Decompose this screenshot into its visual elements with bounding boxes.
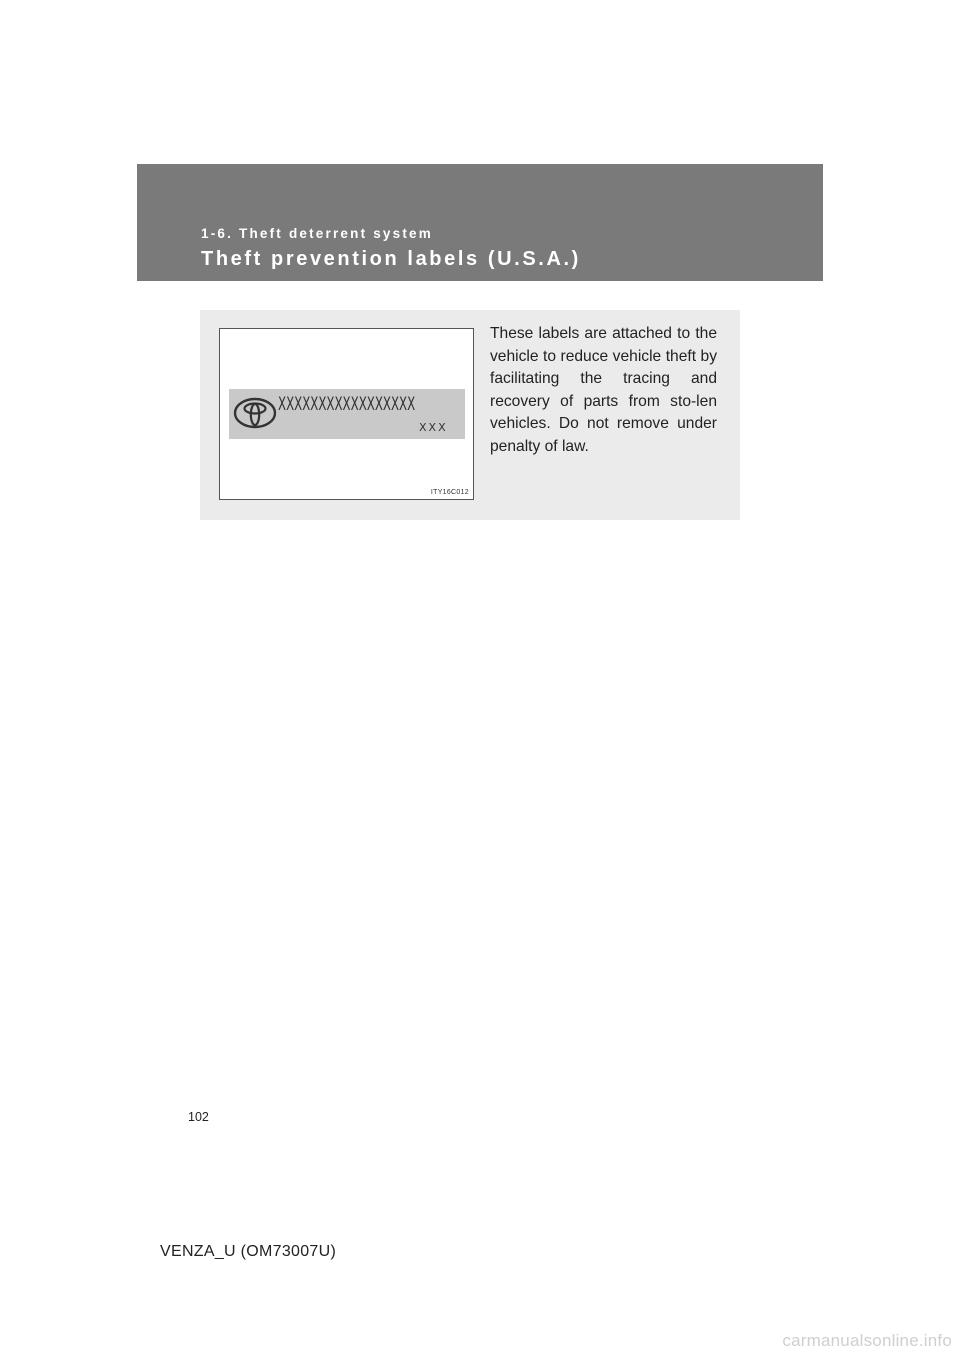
label-strip (229, 389, 465, 439)
manual-code: VENZA_U (OM73007U) (160, 1243, 337, 1260)
info-box (200, 310, 740, 520)
figure-id: ITY16C012 (430, 489, 469, 496)
label-code: XXXXXXXXXXXXXXXXX (278, 393, 416, 415)
description-text: These labels are attached to the vehicle to reduce vehicle theft by facilitating the tracing and recovery of parts from sto-len vehicles. Do not remove under penalty of law. (490, 325, 717, 455)
label-suffix: XXX (419, 421, 448, 434)
page-number: 102 (188, 1110, 209, 1124)
page-title: Theft prevention labels (U.S.A.) (201, 248, 581, 270)
section-label: 1-6. Theft deterrent system (201, 226, 433, 241)
watermark: carmanualsonline.info (782, 1331, 952, 1350)
toyota-emblem-icon (233, 397, 277, 429)
theft-label-illustration (219, 328, 474, 500)
section-header-band (137, 164, 823, 281)
